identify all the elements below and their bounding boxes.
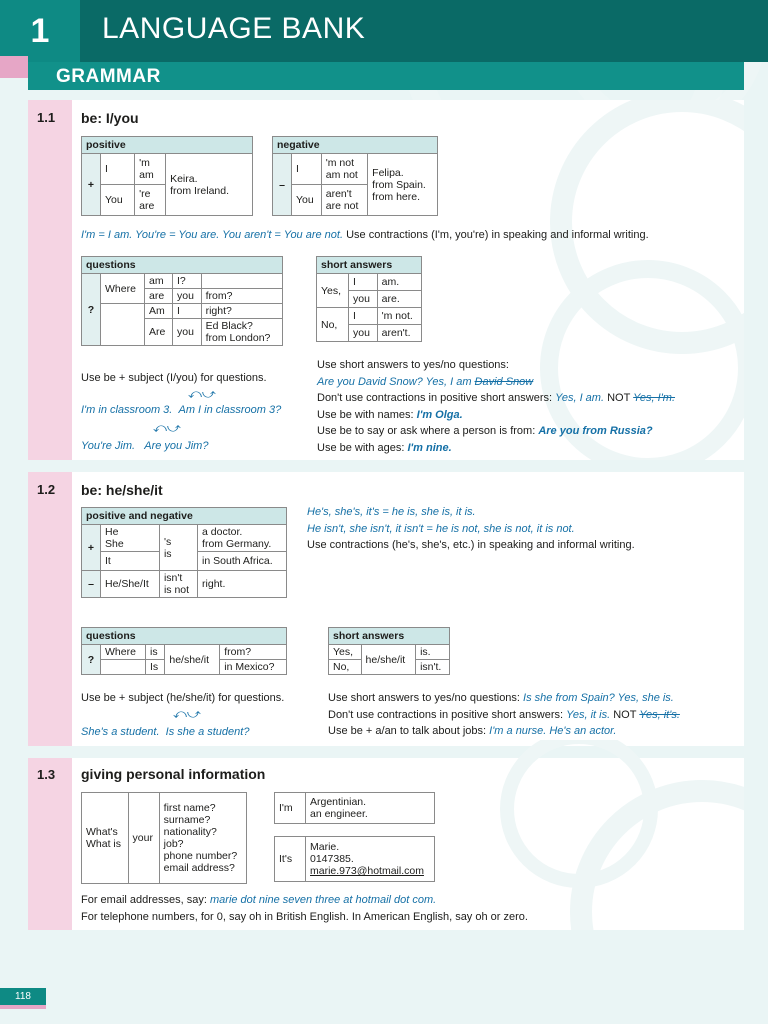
rule-text: Are you David Snow? Yes, I am David Snow: [317, 375, 534, 388]
swap-arrow-icon: ⤺⤻: [153, 420, 181, 435]
wh-cell: Where: [101, 645, 146, 660]
questions-table: [81, 792, 247, 884]
section-number: 1.2: [37, 482, 56, 497]
verb-cell: are.: [377, 291, 421, 308]
complement-cell: Argentinian. an engineer.: [306, 793, 435, 824]
verb-cell: Am: [145, 304, 173, 319]
verb-cell: Is: [146, 660, 165, 675]
complement-cell: Felipa. from Spain. from here.: [368, 154, 438, 216]
subject-cell: He/She/It: [101, 571, 160, 598]
complement-cell: Marie. 0147385. marie.973@hotmail.com: [306, 837, 435, 882]
rule-text: Use contractions (he's, she's, etc.) in speaking and informal writing.: [307, 539, 635, 551]
unit-number: 1: [0, 0, 80, 62]
section-number: 1.3: [37, 767, 56, 782]
swap-arrow-icon: ⤺⤻: [188, 386, 216, 401]
yes-cell: Yes,: [317, 274, 349, 308]
table-header: negative: [273, 137, 438, 154]
rule-text: Use be with ages: I'm nine.: [317, 441, 452, 454]
rule-text: Use short answers to yes/no questions: Is she from Spain? Yes, she is.: [328, 692, 674, 704]
subject-cell: I: [292, 154, 322, 185]
verb-cell: aren't are not: [321, 185, 367, 216]
complement-cell: right.: [198, 571, 287, 598]
rule-text: He isn't, she isn't, it isn't = he is not, she is not, it is not.: [307, 522, 575, 535]
use-be-questions: Use be + subject (I/you) for questions.: [81, 372, 267, 384]
yes-cell: Yes,: [329, 645, 362, 660]
positive-negative-table: [81, 507, 287, 598]
sign-question: ?: [82, 645, 101, 675]
complement-cell: Ed Black? from London?: [201, 319, 282, 346]
table-header: questions: [82, 628, 287, 645]
notes-1-2: [307, 504, 635, 554]
verb-cell: 'm am: [135, 154, 166, 185]
empty-cell: [101, 304, 145, 346]
rule-text: Don't use contractions in positive short answers: Yes, I am. NOT Yes, I'm.: [317, 392, 676, 404]
fields-cell: first name? surname? nationality? job? phone number? email address?: [159, 793, 246, 884]
rule-text: Use be to say or ask where a person is from: Are you from Russia?: [317, 425, 653, 437]
example-1: She's a student. Is she a student?: [81, 726, 250, 738]
subject-cell: he/she/it: [361, 645, 416, 675]
page-number-strip: [0, 1005, 46, 1009]
page-number: 118: [0, 988, 46, 1006]
im-table: [274, 792, 435, 824]
verb-cell: isn't is not: [159, 571, 197, 598]
table-header: questions: [82, 257, 283, 274]
its-table: [274, 836, 435, 882]
subject-cell: I: [349, 274, 378, 291]
subject-cell: I: [101, 154, 135, 185]
section-side-1-3: [28, 758, 72, 930]
verb-cell: am: [145, 274, 173, 289]
section-title: be: I/you: [81, 110, 139, 126]
complement-cell: Keira. from Ireland.: [166, 154, 253, 216]
verb-cell: is.: [416, 645, 450, 660]
table-header: short answers: [317, 257, 422, 274]
rules-1-2: [328, 690, 680, 740]
complement-cell: from?: [220, 645, 287, 660]
verb-cell: 'm not.: [377, 308, 421, 325]
subject-cell: I'm: [275, 793, 306, 824]
verb-cell: am.: [377, 274, 421, 291]
empty-cell: [101, 660, 146, 675]
wh-cell: Where: [101, 274, 145, 304]
verb-cell: are: [145, 289, 173, 304]
no-cell: No,: [317, 308, 349, 342]
use-be-questions: Use be + subject (he/she/it) for questions.: [81, 692, 285, 704]
subject-cell: you: [349, 325, 378, 342]
rules-1-1: [317, 357, 675, 456]
example-1: I'm in classroom 3. Am I in classroom 3?: [81, 404, 282, 416]
subject-cell: I: [349, 308, 378, 325]
subject-cell: It's: [275, 837, 306, 882]
short-answers-table: [316, 256, 422, 342]
example-2: You're Jim. Are you Jim?: [81, 440, 209, 452]
subject-cell: you: [172, 289, 201, 304]
complement-cell: in South Africa.: [198, 552, 287, 571]
notes-1-3: [81, 892, 528, 925]
verb-cell: Are: [145, 319, 173, 346]
verb-cell: 's is: [159, 525, 197, 571]
subject-cell: He She: [101, 525, 160, 552]
rule-text: For email addresses, say: marie dot nine seven three at hotmail dot com.: [81, 894, 437, 906]
sign-plus: +: [82, 525, 101, 571]
sign-plus: +: [82, 154, 101, 216]
section-title: giving personal information: [81, 766, 266, 782]
pink-strip: [0, 56, 28, 78]
rule-text: For telephone numbers, for 0, say oh in British English. In American English, say oh or zero.: [81, 910, 528, 923]
complement-cell: [201, 274, 282, 289]
section-number: 1.1: [37, 110, 56, 125]
section-side-1-1: [28, 100, 72, 460]
short-answers-table: [328, 627, 450, 675]
positive-table: [81, 136, 253, 216]
rule-text: Use be with names: I'm Olga.: [317, 408, 463, 421]
complement-cell: in Mexico?: [220, 660, 287, 675]
complement-cell: from?: [201, 289, 282, 304]
no-cell: No,: [329, 660, 362, 675]
wh-cell: What's What is: [82, 793, 129, 884]
rule-text: Don't use contractions in positive short answers: Yes, it is. NOT Yes, it's.: [328, 708, 680, 721]
subject-cell: you: [349, 291, 378, 308]
section-heading: GRAMMAR: [56, 66, 161, 87]
table-header: positive and negative: [82, 508, 287, 525]
possessive-cell: your: [128, 793, 159, 884]
table-header: positive: [82, 137, 253, 154]
complement-cell: right?: [201, 304, 282, 319]
subject-cell: I?: [172, 274, 201, 289]
subject-cell: you: [172, 319, 201, 346]
sign-minus: –: [82, 571, 101, 598]
rule-text: Use short answers to yes/no questions:: [317, 359, 509, 371]
sign-question: ?: [82, 274, 101, 346]
verb-cell: 'm not am not: [321, 154, 367, 185]
verb-cell: isn't.: [416, 660, 450, 675]
section-title: be: he/she/it: [81, 482, 163, 498]
rule-text: Use be + a/an to talk about jobs: I'm a nurse. He's an actor.: [328, 725, 617, 737]
subject-cell: You: [101, 185, 135, 216]
rule-text: He's, she's, it's = he is, she is, it is.: [307, 506, 476, 518]
swap-arrow-icon: ⤺⤻: [173, 706, 201, 721]
page-title: LANGUAGE BANK: [102, 12, 366, 45]
verb-cell: is: [146, 645, 165, 660]
questions-table: [81, 256, 283, 346]
negative-table: [272, 136, 438, 216]
questions-table: [81, 627, 287, 675]
contractions-note: I'm = I am. You're = You are. You aren't = You are not. Use contractions (I'm, you're) in speaking and informal writing.: [81, 229, 649, 241]
verb-cell: aren't.: [377, 325, 421, 342]
subject-cell: I: [172, 304, 201, 319]
verb-cell: 're are: [135, 185, 166, 216]
sign-minus: –: [273, 154, 292, 216]
subject-cell: It: [101, 552, 160, 571]
subject-cell: he/she/it: [165, 645, 220, 675]
subject-cell: You: [292, 185, 322, 216]
table-header: short answers: [329, 628, 450, 645]
section-side-1-2: [28, 472, 72, 746]
complement-cell: a doctor. from Germany.: [198, 525, 287, 552]
